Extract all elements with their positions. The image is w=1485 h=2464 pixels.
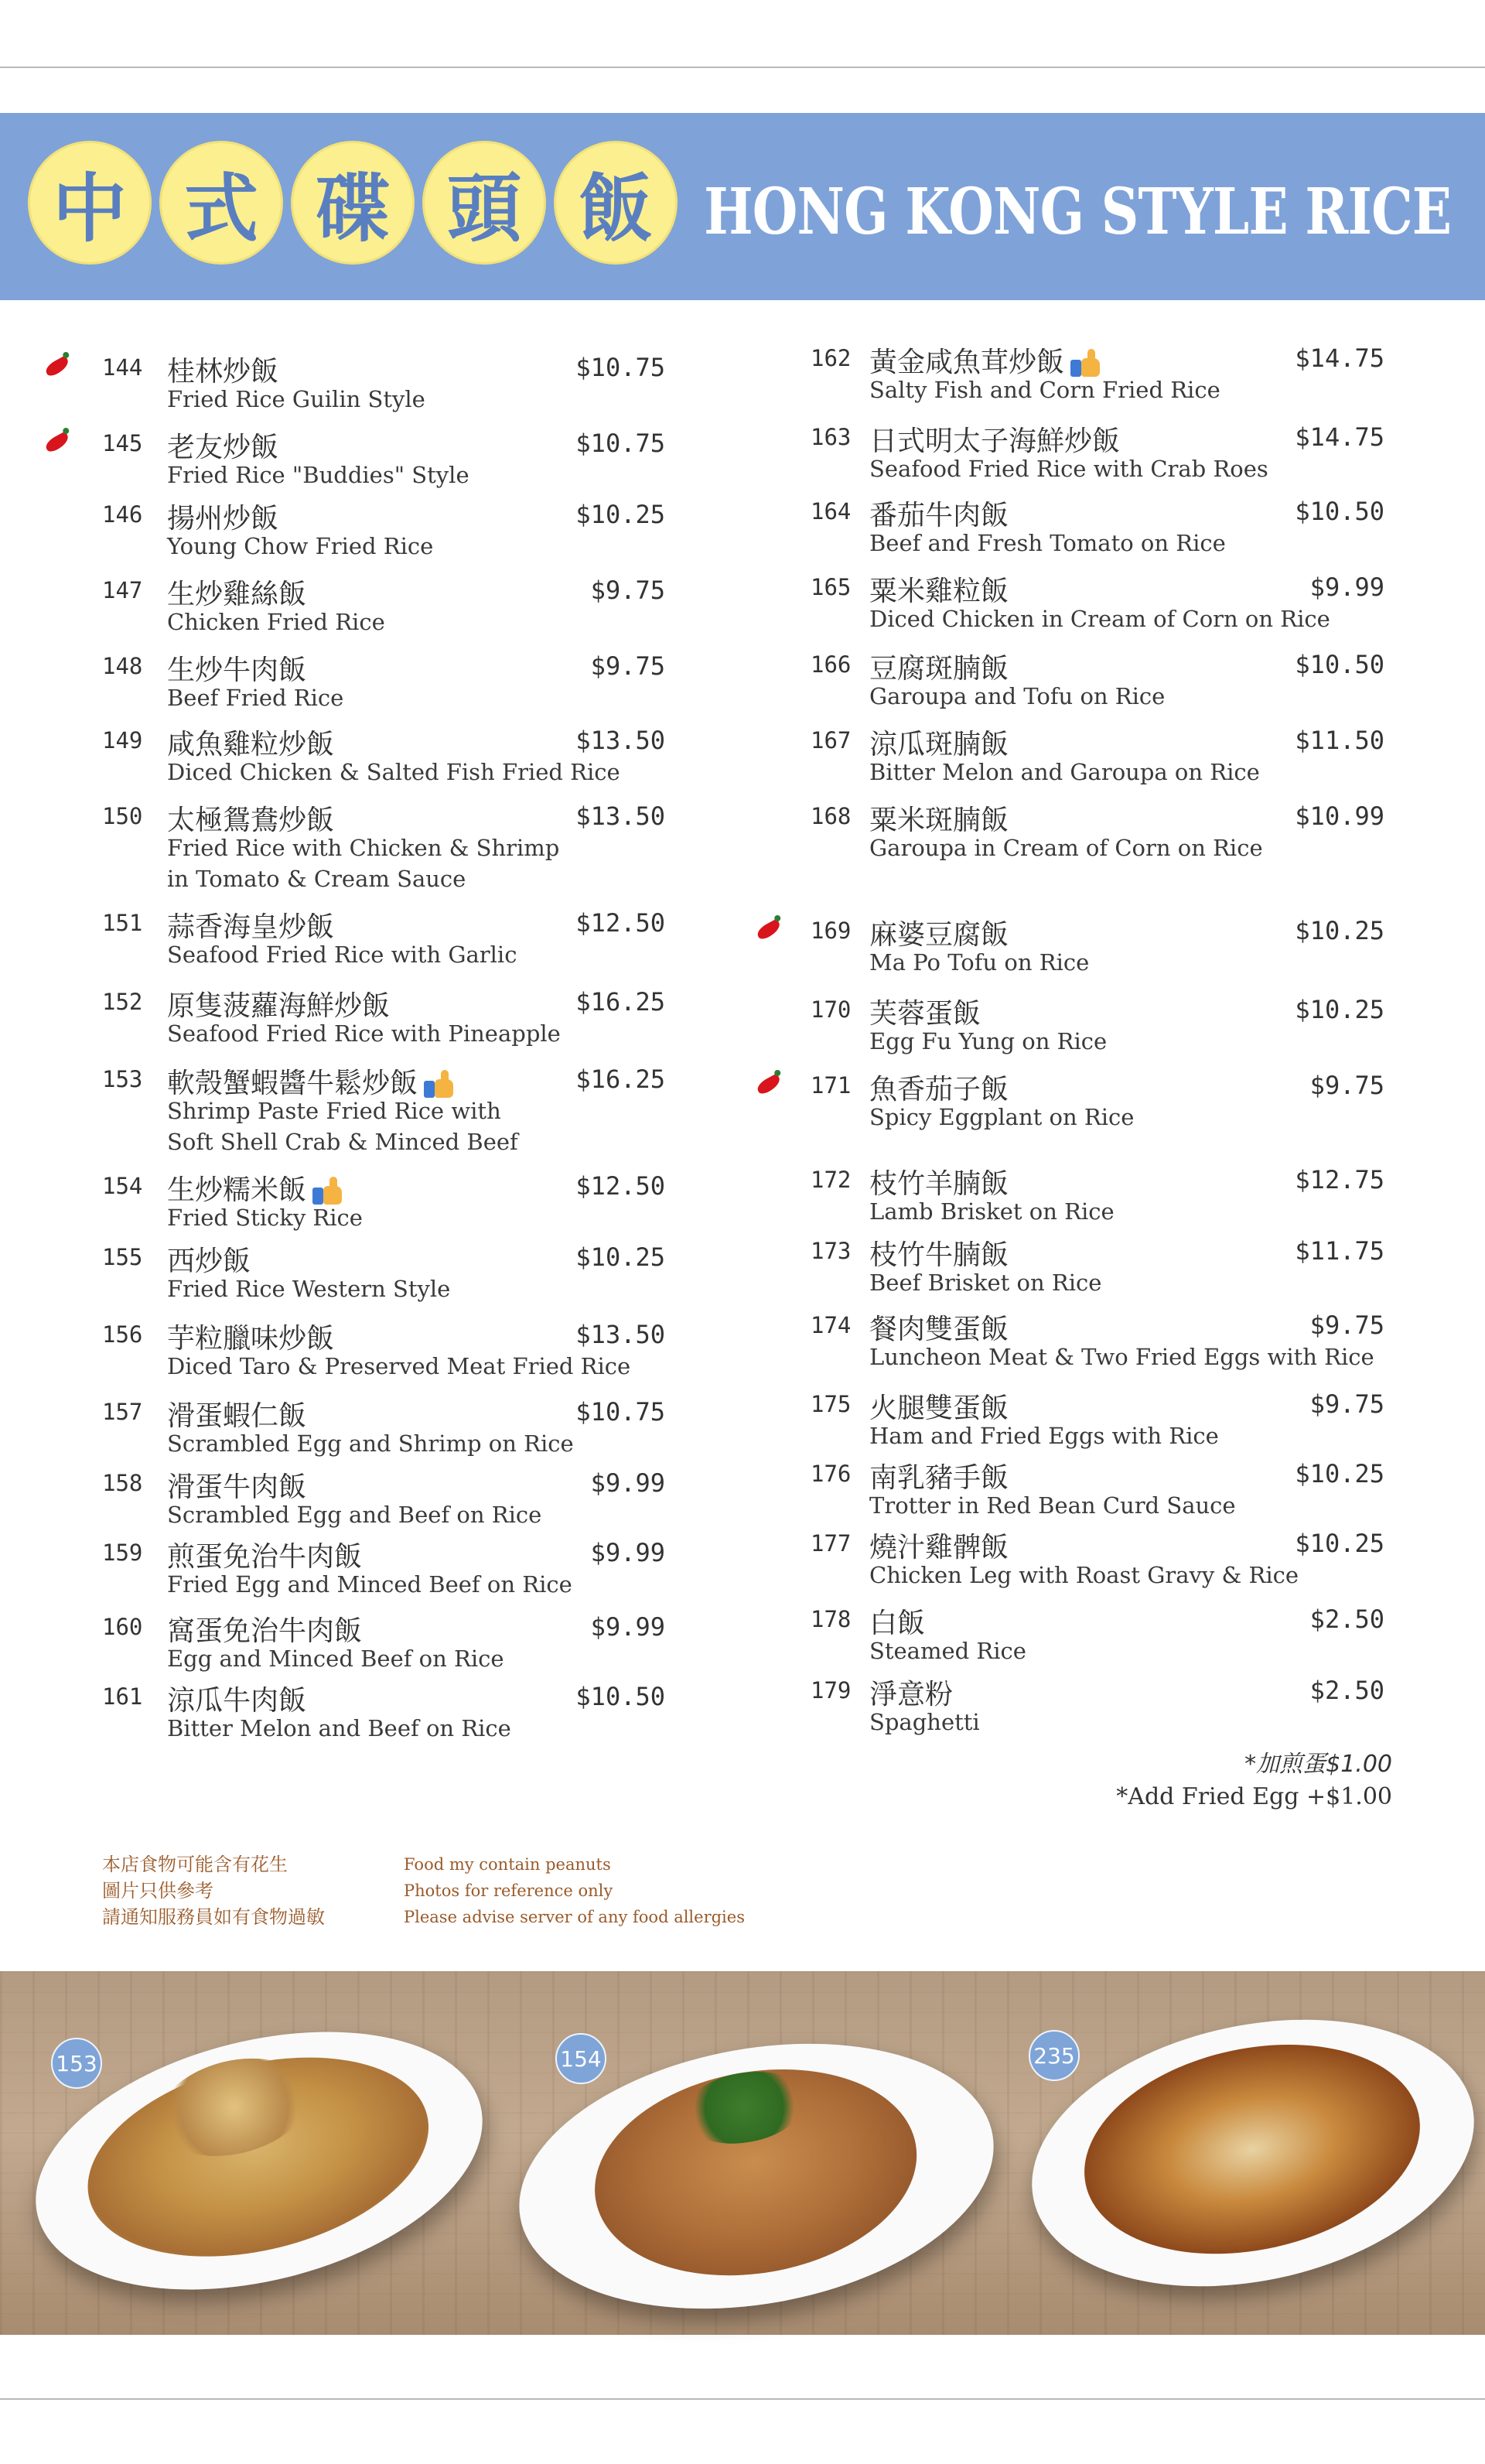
item-name-chinese-text: 芙蓉蛋飯 bbox=[869, 998, 981, 1030]
top-rule bbox=[0, 67, 1485, 68]
item-number: 149 bbox=[102, 727, 143, 754]
item-name-english bbox=[167, 939, 517, 970]
item-name-english-line: Chicken Fried Rice bbox=[167, 609, 385, 635]
item-number: 163 bbox=[811, 424, 852, 450]
item-name-english-line: Garoupa and Tofu on Rice bbox=[869, 683, 1166, 709]
item-name-english-line: Scrambled Egg and Shrimp on Rice bbox=[167, 1430, 574, 1457]
title-char: 飯 bbox=[554, 141, 678, 265]
item-number: 159 bbox=[102, 1540, 143, 1566]
item-name-chinese-text: 白飯 bbox=[869, 1608, 926, 1639]
item-name-chinese-text: 窩蛋免治牛肉飯 bbox=[167, 1615, 363, 1647]
item-number: 162 bbox=[811, 345, 852, 371]
item-price: $12.75 bbox=[1295, 1165, 1384, 1194]
item-price: $13.50 bbox=[575, 726, 665, 755]
item-name-english bbox=[167, 1499, 541, 1530]
item-name-english bbox=[167, 1273, 450, 1304]
dish-number-badge: 235 bbox=[1029, 2030, 1080, 2081]
item-number: 171 bbox=[811, 1072, 852, 1099]
item-name-english-line: Fried Rice with Chicken & Shrimp bbox=[167, 835, 560, 861]
item-price: $9.99 bbox=[590, 1612, 665, 1642]
item-price: $10.75 bbox=[575, 353, 665, 382]
item-name-chinese-text: 老友炒飯 bbox=[167, 432, 279, 463]
item-number: 160 bbox=[102, 1614, 143, 1640]
item-name-english-line: Shrimp Paste Fried Rice with bbox=[167, 1098, 501, 1124]
item-name-chinese-text: 生炒牛肉飯 bbox=[167, 654, 307, 686]
english-title: HONG KONG STYLE RICE bbox=[703, 175, 1451, 249]
item-name-chinese-text: 蒜香海皇炒飯 bbox=[167, 911, 335, 943]
item-price: $2.50 bbox=[1309, 1676, 1384, 1705]
item-price: $16.25 bbox=[575, 1065, 665, 1094]
chili-pepper-icon bbox=[755, 918, 783, 941]
title-char: 碟 bbox=[291, 141, 415, 265]
item-name-english bbox=[167, 1428, 574, 1459]
item-number: 167 bbox=[811, 727, 852, 754]
item-name-english-line: Diced Chicken & Salted Fish Fried Rice bbox=[167, 759, 620, 785]
item-name-chinese-text: 桂林炒飯 bbox=[167, 356, 279, 388]
item-price: $9.99 bbox=[590, 1468, 665, 1498]
note-line: 圖片只供參考 bbox=[102, 1880, 213, 1902]
item-number: 145 bbox=[102, 430, 143, 456]
note-line: 本店食物可能含有花生 bbox=[102, 1854, 288, 1875]
item-name-chinese-text: 淨意粉 bbox=[869, 1679, 954, 1710]
item-number: 148 bbox=[102, 653, 143, 679]
item-name-english-line: Soft Shell Crab & Minced Beef bbox=[167, 1129, 518, 1155]
item-name-english bbox=[167, 1569, 572, 1600]
item-name-english-line: Egg Fu Yung on Rice bbox=[869, 1028, 1108, 1054]
item-number: 154 bbox=[102, 1173, 143, 1199]
item-price: $9.99 bbox=[590, 1538, 665, 1567]
item-name-english bbox=[167, 1351, 630, 1382]
item-name-english bbox=[167, 757, 620, 788]
item-name-english-line: Ham and Fried Eggs with Rice bbox=[869, 1423, 1219, 1449]
item-price: $2.50 bbox=[1309, 1605, 1384, 1634]
item-name-english bbox=[869, 1635, 1026, 1666]
item-name-english bbox=[167, 1018, 561, 1049]
item-name-english-line: Spaghetti bbox=[869, 1709, 980, 1735]
item-name-english-line: Salty Fish and Corn Fried Rice bbox=[869, 377, 1220, 403]
item-name-english-line: Young Chow Fried Rice bbox=[167, 533, 434, 559]
item-number: 153 bbox=[102, 1066, 143, 1092]
item-name-chinese-text: 魚香茄子飯 bbox=[869, 1074, 1009, 1106]
item-name-english-line: Diced Taro & Preserved Meat Fried Rice bbox=[167, 1353, 631, 1379]
item-price: $9.75 bbox=[1309, 1311, 1384, 1340]
item-price: $10.25 bbox=[1295, 1529, 1384, 1558]
item-name-english-line: Ma Po Tofu on Rice bbox=[869, 949, 1090, 976]
item-price: $10.25 bbox=[575, 1242, 665, 1272]
item-name-english-line: Steamed Rice bbox=[869, 1638, 1026, 1664]
item-name-english bbox=[869, 1102, 1134, 1133]
item-name-english bbox=[167, 832, 559, 894]
item-price: $9.75 bbox=[1309, 1071, 1384, 1100]
item-name-english bbox=[869, 374, 1220, 405]
item-name-chinese-text: 餐肉雙蛋飯 bbox=[869, 1314, 1009, 1345]
item-price: $10.25 bbox=[1295, 916, 1384, 945]
title-char: 頭 bbox=[422, 141, 546, 265]
item-price: $9.99 bbox=[1309, 572, 1384, 602]
item-name-chinese-text: 煎蛋免治牛肉飯 bbox=[167, 1541, 363, 1573]
item-name-chinese-text: 太極鴛鴦炒飯 bbox=[167, 805, 335, 836]
item-price: $10.50 bbox=[1295, 497, 1384, 526]
item-price: $10.75 bbox=[575, 429, 665, 458]
dish-photo bbox=[1007, 1981, 1485, 2324]
item-price: $14.75 bbox=[1295, 343, 1384, 373]
notes-chinese bbox=[102, 1851, 411, 1930]
item-name-chinese-text: 燒汁雞髀飯 bbox=[869, 1532, 1009, 1563]
item-name-english-line: Fried Rice Western Style bbox=[167, 1276, 451, 1302]
item-name-english bbox=[869, 1267, 1101, 1298]
item-name-english-line: Seafood Fried Rice with Pineapple bbox=[167, 1020, 561, 1047]
item-price: $11.75 bbox=[1295, 1236, 1384, 1266]
mapo-tofu-image bbox=[1065, 2015, 1439, 2283]
item-name-english bbox=[869, 1026, 1107, 1057]
item-name-chinese-text: 生炒雞絲飯 bbox=[167, 579, 307, 610]
item-name-english-line: Scrambled Egg and Beef on Rice bbox=[167, 1502, 542, 1528]
item-price: $11.50 bbox=[1295, 726, 1384, 755]
item-name-english bbox=[167, 607, 385, 637]
item-number: 161 bbox=[102, 1683, 143, 1710]
item-name-english bbox=[869, 757, 1260, 788]
item-name-english bbox=[167, 1202, 363, 1233]
item-number: 147 bbox=[102, 577, 143, 603]
item-name-chinese-text: 日式明太子海鮮炒飯 bbox=[869, 425, 1121, 457]
item-name-chinese-text: 揚州炒飯 bbox=[167, 503, 279, 535]
item-name-english-line: Trotter in Red Bean Curd Sauce bbox=[869, 1492, 1236, 1519]
dish-number-badge: 154 bbox=[555, 2033, 606, 2084]
header-banner bbox=[0, 113, 1485, 300]
item-number: 151 bbox=[102, 910, 143, 936]
item-name-english bbox=[869, 453, 1268, 484]
chili-pepper-icon bbox=[755, 1073, 783, 1095]
item-name-chinese-text: 番茄牛肉飯 bbox=[869, 500, 1009, 531]
item-name-english-line: Garoupa in Cream of Corn on Rice bbox=[869, 835, 1263, 861]
item-price: $10.50 bbox=[1295, 650, 1384, 679]
item-name-english bbox=[167, 460, 469, 490]
title-char: 式 bbox=[159, 141, 283, 265]
item-name-english bbox=[167, 682, 343, 713]
item-price: $9.75 bbox=[590, 576, 665, 605]
item-name-english-line: Fried Egg and Minced Beef on Rice bbox=[167, 1571, 572, 1598]
addon-note-english: *Add Fried Egg +$1.00 bbox=[1116, 1783, 1392, 1810]
item-price: $9.75 bbox=[1309, 1389, 1384, 1419]
item-name-english bbox=[869, 1196, 1115, 1227]
item-name-chinese-text: 軟殼蟹蝦醬牛鬆炒飯 bbox=[167, 1068, 418, 1099]
item-name-chinese-text: 粟米雞粒飯 bbox=[869, 576, 1009, 607]
chinese-title bbox=[28, 141, 678, 265]
chili-pepper-icon bbox=[43, 355, 71, 378]
item-name-chinese-text: 滑蛋蝦仁飯 bbox=[167, 1400, 307, 1432]
item-price: $13.50 bbox=[575, 801, 665, 831]
item-name-english bbox=[869, 528, 1226, 559]
note-line: Photos for reference only bbox=[404, 1881, 613, 1900]
item-price: $10.75 bbox=[575, 1397, 665, 1427]
item-name-english-line: Beef and Fresh Tomato on Rice bbox=[869, 530, 1226, 556]
item-name-english bbox=[869, 603, 1330, 634]
notes-english bbox=[404, 1851, 790, 1930]
item-name-english bbox=[869, 681, 1165, 712]
item-name-chinese-text: 火腿雙蛋飯 bbox=[869, 1393, 1009, 1424]
item-name-english-line: Chicken Leg with Roast Gravy & Rice bbox=[869, 1562, 1299, 1588]
item-price: $16.25 bbox=[575, 987, 665, 1017]
item-number: 177 bbox=[811, 1530, 852, 1557]
item-name-english bbox=[869, 1560, 1299, 1591]
item-name-english bbox=[869, 1490, 1236, 1521]
item-name-chinese-text: 西炒飯 bbox=[167, 1246, 251, 1277]
item-name-english-line: Diced Chicken in Cream of Corn on Rice bbox=[869, 606, 1330, 632]
item-price: $10.50 bbox=[575, 1682, 665, 1711]
item-price: $12.50 bbox=[575, 1171, 665, 1201]
item-price: $10.25 bbox=[1295, 995, 1384, 1024]
item-number: 144 bbox=[102, 354, 143, 381]
item-name-chinese-text: 咸魚雞粒炒飯 bbox=[167, 729, 335, 760]
item-price: $10.99 bbox=[1295, 801, 1384, 831]
item-price: $10.25 bbox=[575, 500, 665, 529]
dish-number-badge: 153 bbox=[51, 2038, 102, 2089]
item-name-english-line: Seafood Fried Rice with Crab Roes bbox=[869, 456, 1268, 482]
item-name-english bbox=[167, 531, 433, 562]
item-name-chinese-text: 原隻菠蘿海鮮炒飯 bbox=[167, 990, 391, 1022]
item-name-english bbox=[167, 1643, 504, 1674]
item-number: 169 bbox=[811, 918, 852, 944]
item-name-english bbox=[869, 1420, 1219, 1451]
chili-pepper-icon bbox=[43, 431, 71, 453]
item-price: $12.50 bbox=[575, 908, 665, 938]
item-name-english bbox=[869, 832, 1263, 863]
item-number: 172 bbox=[811, 1167, 852, 1193]
item-number: 176 bbox=[811, 1461, 852, 1487]
item-name-english-line: Fried Rice "Buddies" Style bbox=[167, 462, 469, 488]
item-name-chinese-text: 涼瓜牛肉飯 bbox=[167, 1685, 307, 1717]
item-name-chinese-text: 豆腐斑腩飯 bbox=[869, 653, 1009, 685]
item-name-english-line: Lamb Brisket on Rice bbox=[869, 1198, 1115, 1225]
item-number: 155 bbox=[102, 1244, 143, 1270]
item-name-chinese-text: 粟米斑腩飯 bbox=[869, 805, 1009, 836]
item-number: 164 bbox=[811, 498, 852, 525]
item-name-english bbox=[167, 384, 425, 415]
item-name-english-line: Beef Brisket on Rice bbox=[869, 1270, 1102, 1296]
item-name-english-line: Fried Rice Guilin Style bbox=[167, 386, 425, 412]
item-name-english-line: Fried Sticky Rice bbox=[167, 1205, 363, 1231]
item-name-english-line: Bitter Melon and Garoupa on Rice bbox=[869, 759, 1260, 785]
item-name-chinese-text: 枝竹牛腩飯 bbox=[869, 1239, 1009, 1271]
item-number: 146 bbox=[102, 501, 143, 528]
item-name-chinese-text: 麻婆豆腐飯 bbox=[869, 919, 1009, 951]
addon-note-chinese: *加煎蛋$1.00 bbox=[1244, 1751, 1392, 1778]
item-number: 170 bbox=[811, 996, 852, 1023]
item-number: 150 bbox=[102, 803, 143, 829]
note-line: Please advise server of any food allergies bbox=[404, 1908, 745, 1926]
item-name-english bbox=[869, 1341, 1374, 1372]
item-name-english-line: in Tomato & Cream Sauce bbox=[167, 866, 466, 892]
item-name-chinese-text: 滑蛋牛肉飯 bbox=[167, 1471, 307, 1503]
item-number: 179 bbox=[811, 1677, 852, 1704]
item-name-chinese-text: 芋粒臘味炒飯 bbox=[167, 1323, 335, 1355]
item-name-chinese-text: 南乳豬手飯 bbox=[869, 1462, 1009, 1494]
item-name-english-line: Beef Fried Rice bbox=[167, 685, 344, 711]
item-number: 173 bbox=[811, 1238, 852, 1264]
item-name-english-line: Bitter Melon and Beef on Rice bbox=[167, 1715, 511, 1741]
item-name-chinese-text: 生炒糯米飯 bbox=[167, 1174, 307, 1206]
item-price: $10.25 bbox=[1295, 1459, 1384, 1488]
item-number: 158 bbox=[102, 1470, 143, 1496]
item-name-english-line: Seafood Fried Rice with Garlic bbox=[167, 942, 517, 968]
item-price: $13.50 bbox=[575, 1320, 665, 1349]
item-number: 156 bbox=[102, 1321, 143, 1348]
item-price: $14.75 bbox=[1295, 422, 1384, 452]
item-number: 175 bbox=[811, 1391, 852, 1417]
item-name-chinese-text: 黃金咸魚茸炒飯 bbox=[869, 347, 1065, 378]
title-char: 中 bbox=[28, 141, 152, 265]
item-name-chinese-text: 枝竹羊腩飯 bbox=[869, 1168, 1009, 1200]
item-number: 174 bbox=[811, 1312, 852, 1338]
item-number: 157 bbox=[102, 1399, 143, 1425]
food-photo-strip bbox=[0, 1971, 1485, 2335]
item-name-chinese-text: 涼瓜斑腩飯 bbox=[869, 729, 1009, 760]
item-name-english-line: Spicy Eggplant on Rice bbox=[869, 1104, 1135, 1130]
item-number: 152 bbox=[102, 989, 143, 1015]
item-number: 165 bbox=[811, 574, 852, 600]
note-line: Food my contain peanuts bbox=[404, 1855, 611, 1874]
item-name-english-line: Egg and Minced Beef on Rice bbox=[167, 1646, 504, 1672]
item-name-english bbox=[869, 1707, 980, 1738]
item-name-english-line: Luncheon Meat & Two Fried Eggs with Rice bbox=[869, 1344, 1374, 1370]
item-number: 166 bbox=[811, 651, 852, 678]
item-number: 168 bbox=[811, 803, 852, 829]
note-line: 請通知服務員如有食物過敏 bbox=[102, 1906, 325, 1928]
item-name-english bbox=[167, 1095, 518, 1157]
item-number: 178 bbox=[811, 1606, 852, 1632]
item-name-english bbox=[167, 1713, 511, 1744]
item-price: $9.75 bbox=[590, 651, 665, 681]
bottom-rule bbox=[0, 2398, 1485, 2400]
item-name-english bbox=[869, 947, 1089, 978]
